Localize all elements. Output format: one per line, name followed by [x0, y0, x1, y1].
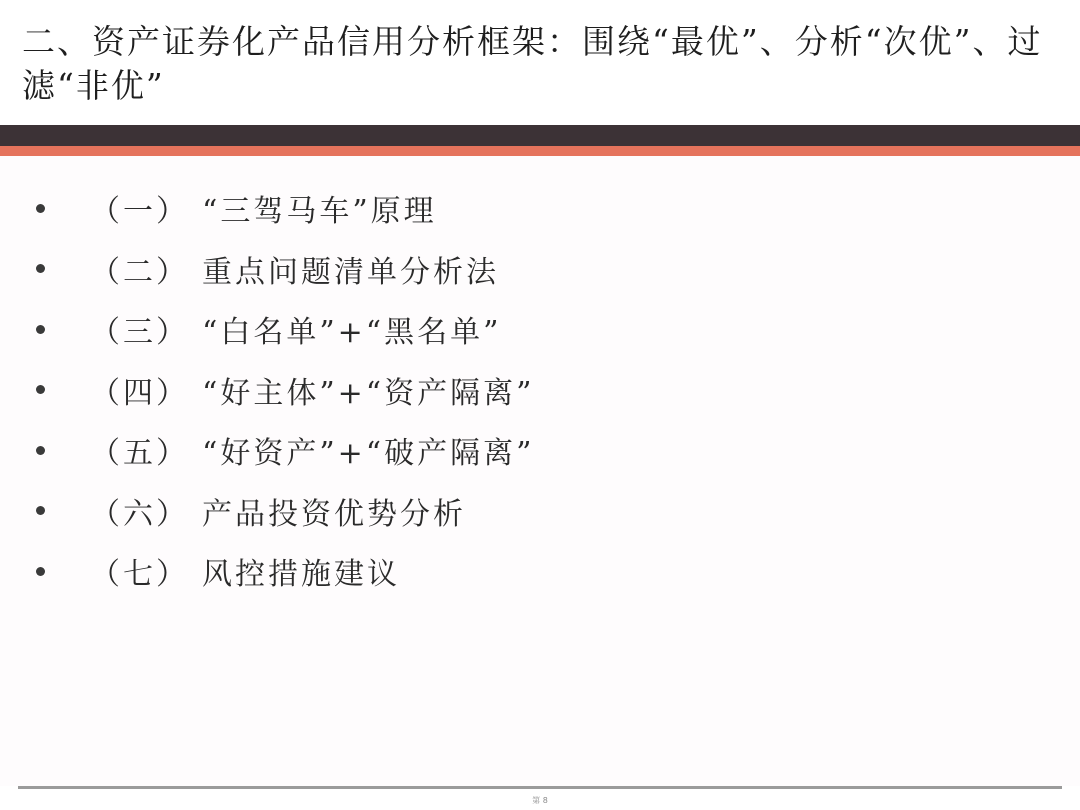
item-text: 重点问题清单分析法: [202, 254, 499, 290]
list-item: [36, 481, 534, 542]
bullet-icon: [36, 385, 45, 394]
footer-divider: [18, 786, 1062, 789]
item-text: 风控措施建议: [202, 557, 400, 593]
header-band-accent: [0, 146, 1080, 156]
item-number: （四）: [90, 375, 189, 411]
page-number: 第 8: [532, 796, 548, 805]
item-number: （三）: [90, 315, 189, 351]
item-number: （五）: [90, 436, 189, 472]
bullet-icon: [36, 446, 45, 455]
header-band-dark: [0, 125, 1080, 146]
list-item: [36, 239, 534, 300]
bullet-icon: [36, 567, 45, 576]
bullet-icon: [36, 506, 45, 515]
item-text: “好资产”+“破产隔离”: [202, 436, 535, 472]
item-number: （七）: [90, 557, 189, 593]
list-item: [36, 420, 534, 481]
list-item: [36, 541, 534, 602]
list-item: [36, 360, 534, 421]
item-number: （一）: [90, 194, 189, 230]
item-text: “好主体”+“资产隔离”: [202, 375, 535, 411]
bullet-icon: [36, 264, 45, 273]
item-text: “白名单”+“黑名单”: [202, 315, 502, 351]
slide-title: 二、资产证券化产品信用分析框架：围绕“最优”、分析“次优”、过滤“非优”: [22, 22, 1043, 105]
item-number: （六）: [90, 496, 189, 532]
bullet-icon: [36, 204, 45, 213]
item-text: “三驾马车”原理: [202, 194, 437, 230]
list-item: [36, 299, 534, 360]
item-text: 产品投资优势分析: [202, 496, 466, 532]
list-item: [36, 178, 534, 239]
item-number: （二）: [90, 254, 189, 290]
bullet-icon: [36, 325, 45, 334]
outline-list: [36, 178, 534, 602]
